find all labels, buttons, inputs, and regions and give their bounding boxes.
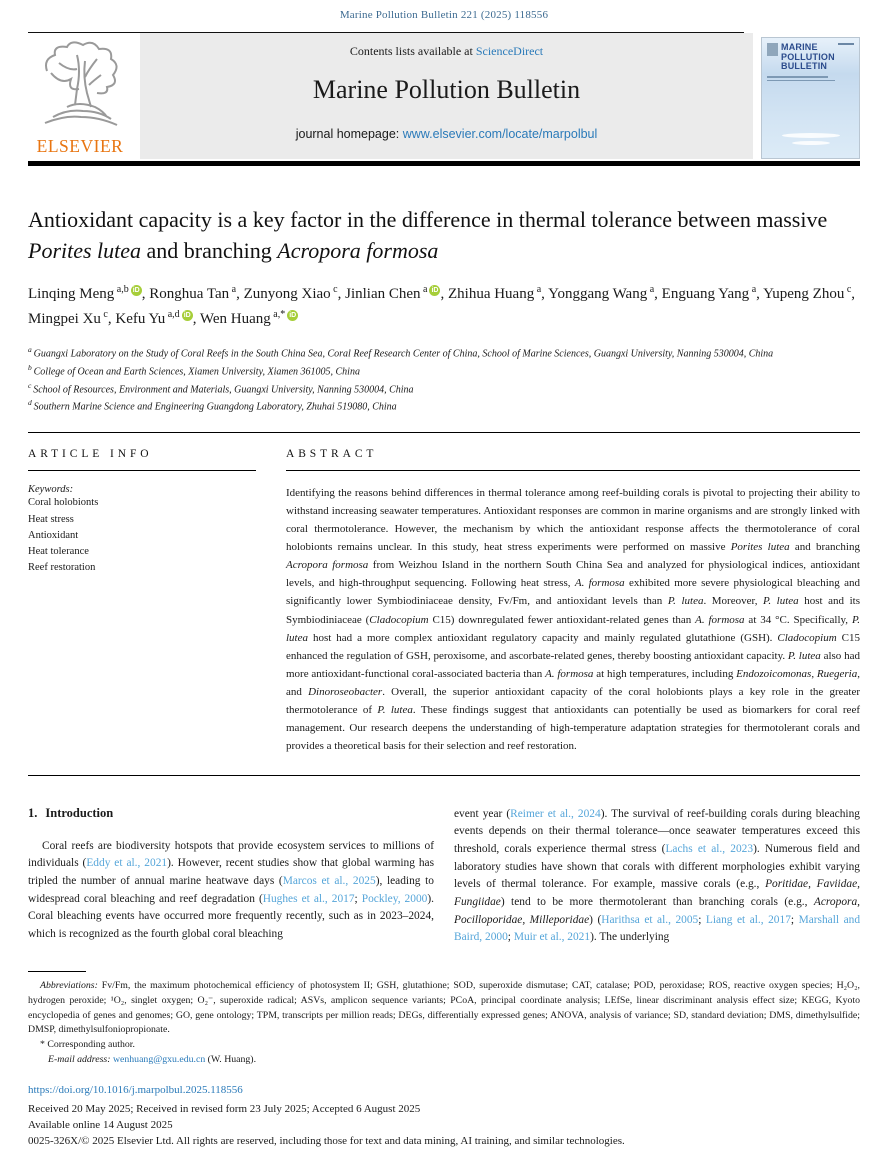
author: Enguang Yang $^a$	[661, 284, 757, 303]
affiliation: $^a$ Guangxi Laboratory on the Study of Coral Reefs in the South China Sea, Coral Reef Research Center of China, School of Marine Sciences, Guangxi University, Nanning 530004, China	[28, 344, 774, 360]
citation-link[interactable]: Lachs et al., 2023	[665, 843, 754, 856]
author: Jinlian Chen $^a$ iD	[345, 284, 439, 303]
contents-lists-line	[148, 44, 745, 59]
cover-subtitle-lines	[767, 76, 854, 83]
cover-journal-title: MARINE POLLUTION BULLETIN	[781, 42, 835, 72]
cover-wave-art	[767, 133, 854, 153]
available-online-date: Available online 14 August 2025	[28, 1119, 173, 1132]
masthead-center-panel	[140, 33, 753, 159]
intro-paragraph-right: event year (Reimer et al., 2024). The survival of reef-building corals during bleaching events depends on their thermal tolerance—once seawater temperatures exceed this threshold, corals experience thermal stress (Lachs et al., 2023). Numerous field and laboratory studies have shown that corals with different morphologies exhibit varying levels of thermal tolerance. For example, massive corals (e.g., Poritidae, Faviidae, Fungiidae) tend to be more thermotolerant than branching corals (e.g., Acropora, Pocilloporidae, Milleporidae) (Harithsa et al., 2005; Liang et al., 2017; Marshall and Baird, 2000; Muir et al., 2021). The underlying	[454, 807, 861, 944]
affiliation: $^c$ School of Resources, Environment and Materials, Guangxi University, Nanning 530004, China	[28, 380, 414, 395]
issn-copyright: 0025-326X/© 2025 Elsevier Ltd. All rights are reserved, including those for text and data mining, AI training, and similar technologies.	[28, 1135, 625, 1148]
author: Yupeng Zhou $^c$	[763, 284, 852, 303]
orcid-icon[interactable]: iD	[431, 287, 439, 295]
author: Yonggang Wang $^a$	[548, 284, 655, 303]
citation-link[interactable]: Reimer et al., 2024	[510, 807, 601, 820]
abstract-text: Identifying the reasons behind differences in thermal tolerance among reef-building corals is pivotal to projecting their ability to withstand increasing seawater temperatures. Antioxidant responses are common in marine organisms and are strongly linked with coral thermotolerance. However, the mechanism by which the antioxidant response affects the thermotolerance of coral holobionts remains unclear. In this study, heat stress experiments were performed on massive Porites lutea and branching Acropora formosa from Weizhou Island in the northern South China Sea and analyzed for physiological indices, antioxidant levels, and high-throughput sequencing. Following heat stress, A. formosa exhibited more severe physiological bleaching and significantly lower Symbiodiniaceae density, Fv/Fm, and antioxidant levels than P. lutea. Moreover, P. lutea host and its Symbiodiniaceae (Cladocopium C15) downregulated fewer antioxidant-related genes than A. formosa at 34 °C. Specifically, P. lutea host had a more complex antioxidant regulatory capacity and mainly regulated glutathione (GSH). Cladocopium C15 enhanced the regulation of GSH, peroxisome, and ascorbate-related genes, thereby boosting antioxidant capacity. P. lutea also had more antioxidant-functional coral-associated bacteria than A. formosa at high temperatures, including Endozoicomonas, Ruegeria, and Dinoroseobacter. Overall, the superior antioxidant capacity of the coral holobionts plays a key role in the greater thermotolerance of P. lutea. These findings suggest that antioxidants can potentially be used as biomarkers for coral reef management. Our research deepens the understanding of high-temperature adaptation strategies for thermotolerant corals and provides a theoretical basis for their selection and reef restoration.	[286, 487, 861, 752]
orcid-icon[interactable]: iD	[289, 311, 297, 319]
footnote-block	[28, 971, 860, 1064]
orcid-icon[interactable]: iD	[132, 287, 140, 295]
keywords-list	[28, 495, 256, 576]
affiliation-list	[28, 344, 860, 415]
intro-left-column	[28, 806, 434, 947]
citation-link[interactable]: Harithsa et al., 2005	[601, 913, 699, 926]
keyword: Coral holobionts	[28, 497, 99, 509]
section-title: Introduction	[45, 805, 114, 820]
abstract-column	[286, 448, 860, 754]
author: Wen Huang $^{a,*}$ iD	[199, 308, 297, 327]
abbreviations-footnote: Abbreviations: Fv/Fm, the maximum photochemical efficiency of photosystem II; GSH, glutathione; SOD, superoxide dismutase; CAT, catalase; POD, peroxidase; ROS, reactive oxygen species; H₂O₂, hydrogen peroxide; ¹O₂, singlet oxygen; O₂⁻, superoxide radical; ASVs, amplicon sequence variants; PCoA, principal coordinate analysis; LEfSe, linear discriminant analysis effect size; KEGG, Kyoto encyclopedia of genes and genomes; GO, gene ontology; TPM, transcripts per million reads; DEGs, differentially expressed genes; ANOVA, analysis of variance; SD, standard deviation; DMS, dimethylsulfide; DMSP, dimethylsulfoniopropionate.	[28, 980, 860, 1036]
keyword: Reef restoration	[28, 562, 96, 574]
citation-link[interactable]: Pockley, 2000	[361, 892, 428, 905]
introduction-section	[28, 806, 860, 947]
keyword: Heat stress	[28, 513, 74, 525]
section-heading	[28, 806, 434, 821]
masthead-bottom-bar	[28, 161, 860, 166]
affiliation: $^b$ College of Ocean and Earth Sciences, Xiamen University, Xiamen 361005, China	[28, 362, 360, 378]
article-title: Antioxidant capacity is a key factor in the difference in thermal tolerance between massive Porites lutea and branching Acropora formosa	[28, 207, 828, 264]
journal-homepage-line	[148, 127, 745, 141]
orcid-icon[interactable]: iD	[183, 311, 191, 319]
citation-link[interactable]: Eddy et al., 2021	[86, 857, 168, 870]
journal-homepage-link[interactable]: www.elsevier.com/locate/marpolbul	[402, 127, 598, 141]
email-link[interactable]: wenhuang@gxu.edu.cn	[112, 1053, 206, 1065]
citation-link[interactable]: Marcos et al., 2025	[282, 875, 376, 888]
elsevier-tree-icon	[37, 41, 123, 134]
affiliation: $^d$ Southern Marine Science and Engineering Guangdong Laboratory, Zhuhai 519080, China	[28, 398, 397, 413]
section-number: 1.	[28, 805, 38, 820]
elsevier-wordmark: ELSEVIER	[36, 136, 124, 156]
abstract-heading: ABSTRACT	[286, 448, 378, 461]
cover-publisher-logo	[767, 43, 778, 56]
cover-issn-mark	[838, 43, 854, 45]
author: Mingpei Xu $^c$	[28, 308, 108, 327]
citation-link[interactable]: Liang et al., 2017	[705, 913, 791, 926]
contents-lists-text: Contents lists available at	[349, 44, 476, 58]
elsevier-logo[interactable]	[28, 33, 140, 159]
author: Zhihua Huang $^a$	[447, 284, 542, 303]
footnote-rule	[28, 971, 86, 972]
keyword: Heat tolerance	[28, 546, 89, 558]
citation-link[interactable]: Marshall and Baird, 2000	[454, 913, 861, 944]
journal-name: Marine Pollution Bulletin	[312, 75, 581, 104]
keyword: Antioxidant	[28, 529, 79, 541]
article-info-heading: ARTICLE INFO	[28, 448, 153, 461]
author: Kefu Yu $^{a,d}$ iD	[115, 308, 191, 327]
abstract-rule	[286, 470, 860, 471]
journal-masthead	[28, 32, 860, 166]
received-dates: Received 20 May 2025; Received in revised form 23 July 2025; Accepted 6 August 2025	[28, 1102, 421, 1115]
author: Ronghua Tan $^a$	[149, 284, 237, 303]
sciencedirect-link[interactable]: ScienceDirect	[475, 44, 544, 58]
homepage-prefix: journal homepage:	[295, 127, 403, 141]
intro-paragraph-left: Coral reefs are biodiversity hotspots that provide ecosystem services to millions of individuals (Eddy et al., 2021). However, recent studies show that global warming has tripled the number of annual marine heatwave days (Marcos et al., 2025), leading to widespread coral bleaching and reef degradation (Hughes et al., 2017; Pockley, 2000). Coral bleaching events have occurred more frequently recently, such as in 2023–2024, which is recognized as the fourth global coral bleaching	[28, 839, 435, 941]
author: Zunyong Xiao $^c$	[243, 284, 338, 303]
citation-link[interactable]: Hughes et al., 2017	[262, 892, 355, 905]
journal-cover-thumbnail[interactable]	[761, 37, 860, 159]
keywords-label: Keywords:	[28, 484, 74, 496]
running-head-citation: Marine Pollution Bulletin 221 (2025) 118556	[339, 9, 549, 21]
article-info-rule	[28, 470, 256, 471]
article-footer	[28, 1082, 860, 1150]
email-footnote: E-mail address: wenhuang@gxu.edu.cn (W. Huang).	[48, 1053, 257, 1065]
info-abstract-section	[28, 432, 860, 775]
corresponding-author-note: * Corresponding author.	[40, 1038, 135, 1050]
citation-link[interactable]: Muir et al., 2021	[513, 931, 591, 944]
intro-right-column	[454, 806, 860, 947]
article-info-column	[28, 448, 256, 754]
author-list: Linqing Meng $^{a,b}$ iD , Ronghua Tan $^a$, Zunyong Xiao $^c$, Jinlian Chen $^a$ iD , Zhihua Huang $^a$, Yonggang Wang $^a$, Enguang Yang $^a$, Yupeng Zhou $^c$, Mingpei Xu $^c$, Kefu Yu $^{a,d}$ iD , Wen Huang $^{a,*}$ iD	[28, 284, 856, 327]
doi-link[interactable]: https://doi.org/10.1016/j.marpolbul.2025.118556	[28, 1083, 243, 1096]
author: Linqing Meng $^{a,b}$ iD	[28, 284, 140, 303]
